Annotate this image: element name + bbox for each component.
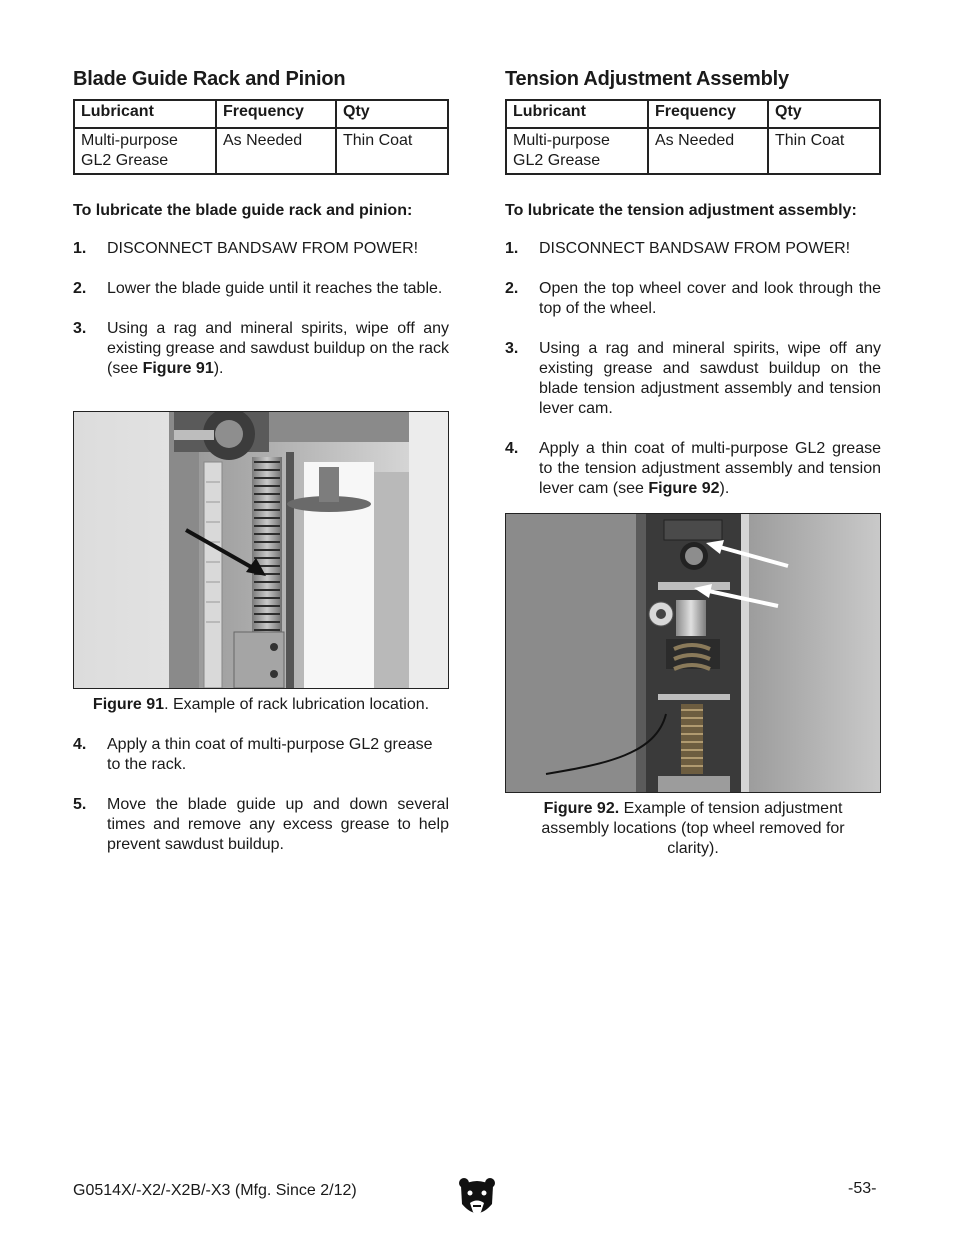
step-number: 1. <box>73 240 87 257</box>
bear-head-icon <box>458 1176 496 1220</box>
figure-92-image <box>505 513 881 793</box>
list-item <box>73 735 449 775</box>
lubrication-table-rack <box>73 99 449 175</box>
figure-caption-text: . Example of rack lubrication location. <box>164 696 430 713</box>
col-header-lubricant: Lubricant <box>74 100 216 128</box>
step-number: 4. <box>73 736 87 753</box>
step-number: 5. <box>73 796 87 813</box>
step-text-main: Using a rag and mineral spirits, wipe off any existing grease and sawdust buildup on the rack (see <box>107 320 449 377</box>
col-header-frequency: Frequency <box>216 100 336 128</box>
step-number: 2. <box>73 280 87 297</box>
list-item <box>73 319 449 379</box>
step-text: Move the blade guide up and down several times and remove any excess grease to help prevent sawdust buildup. <box>107 796 449 853</box>
step-text <box>539 439 881 499</box>
cell-lubricant: Multi-purpose GL2 Grease <box>506 128 648 174</box>
left-column <box>73 68 449 855</box>
footer-model: G0514X/-X2/-X2B/-X3 (Mfg. Since 2/12) <box>73 1182 357 1199</box>
steps-list <box>505 239 881 499</box>
step-text: Open the top wheel cover and look through the top of the wheel. <box>539 280 881 317</box>
list-item <box>505 439 881 499</box>
cell-frequency: As Needed <box>216 128 336 174</box>
tension-assembly-photo-illustration <box>506 514 880 792</box>
right-column <box>505 68 881 859</box>
step-text-after: ). <box>213 360 224 377</box>
list-item <box>505 239 881 259</box>
step-text: Using a rag and mineral spirits, wipe off any existing grease and sawdust buildup on the blade tension adjustment assembly and tension lever cam. <box>539 340 881 417</box>
section-heading-tension: Tension Adjustment Assembly <box>505 68 789 90</box>
figure-reference: Figure 91 <box>142 360 214 377</box>
step-number: 3. <box>73 320 87 337</box>
figure-label: Figure 92. <box>543 800 620 817</box>
table-row <box>74 128 448 174</box>
step-text-after: ). <box>719 480 730 497</box>
procedure-intro: To lubricate the tension adjustment assembly: <box>505 202 857 219</box>
list-item <box>505 279 881 319</box>
col-header-frequency: Frequency <box>648 100 768 128</box>
figure-label: Figure 91 <box>92 696 165 713</box>
cell-frequency: As Needed <box>648 128 768 174</box>
col-header-qty: Qty <box>336 100 448 128</box>
figure-reference: Figure 92 <box>648 480 720 497</box>
step-text: DISCONNECT BANDSAW FROM POWER! <box>539 240 851 257</box>
col-header-qty: Qty <box>768 100 880 128</box>
section-heading-rack-pinion: Blade Guide Rack and Pinion <box>73 68 346 90</box>
list-item <box>73 279 449 299</box>
procedure-intro: To lubricate the blade guide rack and pinion: <box>73 202 413 219</box>
footer-page-number: -53- <box>848 1180 877 1197</box>
list-item <box>505 339 881 419</box>
step-text-main: Apply a thin coat of multi-purpose GL2 grease to the tension adjustment assembly and tension lever cam (see <box>539 440 881 497</box>
cell-qty: Thin Coat <box>768 128 880 174</box>
list-item <box>73 795 449 855</box>
step-number: 1. <box>505 240 519 257</box>
step-number: 4. <box>505 440 519 457</box>
lubrication-table-tension <box>505 99 881 175</box>
figure-92-caption <box>505 799 881 859</box>
step-number: 2. <box>505 280 519 297</box>
steps-list-continued <box>73 735 449 855</box>
step-number: 3. <box>505 340 519 357</box>
figure-91-caption <box>73 695 449 715</box>
step-text: Apply a thin coat of multi-purpose GL2 grease to the rack. <box>107 736 433 773</box>
step-text <box>107 319 449 379</box>
cell-qty: Thin Coat <box>336 128 448 174</box>
rack-photo-illustration <box>74 412 448 688</box>
steps-list <box>73 239 449 379</box>
col-header-lubricant: Lubricant <box>506 100 648 128</box>
figure-91-image <box>73 411 449 689</box>
step-text: Lower the blade guide until it reaches the table. <box>107 280 443 297</box>
figure-caption-text: Example of tension adjustment assembly locations (top wheel removed for clarity). <box>541 800 845 857</box>
table-row <box>506 128 880 174</box>
cell-lubricant: Multi-purpose GL2 Grease <box>74 128 216 174</box>
list-item <box>73 239 449 259</box>
step-text: DISCONNECT BANDSAW FROM POWER! <box>107 240 419 257</box>
